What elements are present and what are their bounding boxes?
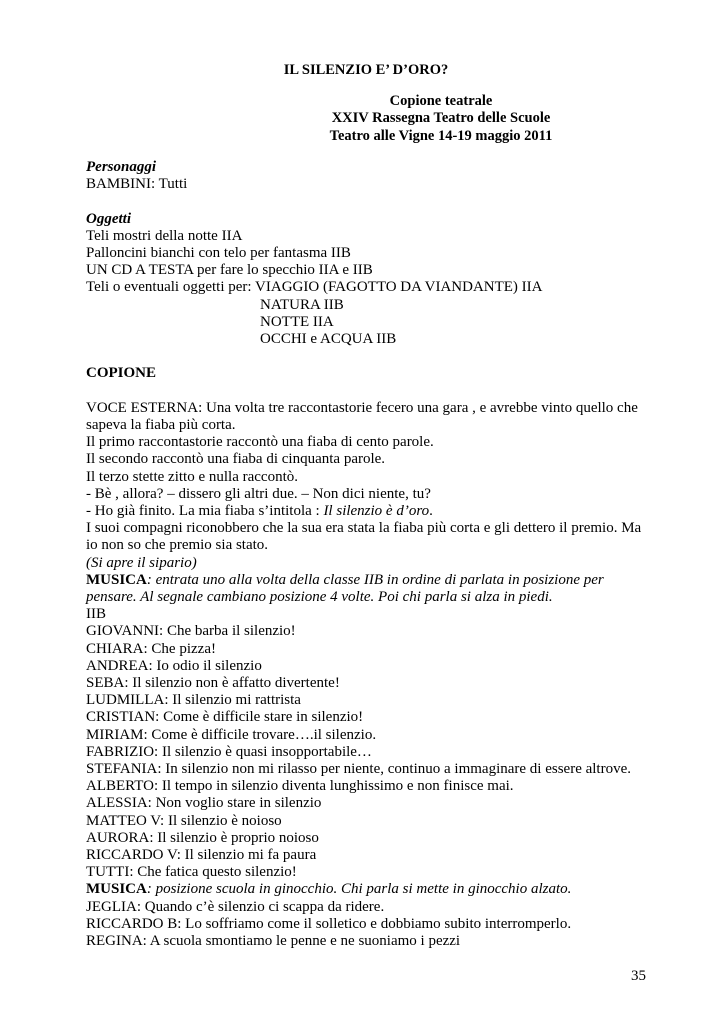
musica-text: : entrata uno alla volta della classe IIB in ordine di parlata in posizione per bbox=[146, 571, 604, 588]
musica-label: MUSICA bbox=[86, 881, 147, 898]
oggetti-line: Palloncini bianchi con telo per fantasma IIB bbox=[86, 245, 351, 261]
stage-direction: (Si apre il sipario) bbox=[86, 554, 197, 571]
dialogue-line: RICCARDO V: Il silenzio mi fa paura bbox=[86, 847, 317, 864]
script-line: Il secondo raccontò una fiaba di cinquanta parole. bbox=[86, 451, 386, 468]
fiaba-title: Il silenzio è d’oro bbox=[323, 503, 430, 520]
musica-text: : posizione scuola in ginocchio. Chi parla si mette in ginocchio alzato. bbox=[146, 881, 572, 898]
dialogue-line: LUDMILLA: Il silenzio mi rattrista bbox=[86, 692, 301, 709]
dialogue-line: CRISTIAN: Come è difficile stare in silenzio! bbox=[86, 709, 364, 726]
script-line: sapeva la fiaba più corta. bbox=[86, 417, 236, 433]
dialogue-line: ALBERTO: Il tempo in silenzio diventa lunghissimo e non finisce mai. bbox=[86, 778, 514, 795]
script-line: Il terzo stette zitto e nulla raccontò. bbox=[86, 468, 298, 485]
dialogue-line: ALESSIA: Non voglio stare in silenzio bbox=[86, 795, 322, 812]
personaggi-section bbox=[86, 159, 646, 950]
oggetti-heading: Oggetti bbox=[86, 210, 131, 227]
oggetti-indented-line: NATURA IIB bbox=[260, 296, 344, 313]
oggetti-indented-line: OCCHI e ACQUA IIB bbox=[260, 331, 397, 348]
script-line: Il primo raccontastorie raccontò una fiaba di cento parole. bbox=[86, 434, 434, 451]
subtitle-rassegna: XXIV Rassegna Teatro delle Scuole bbox=[331, 110, 551, 126]
dialogue-line: MATTEO V: Il silenzio è noioso bbox=[86, 812, 282, 829]
script-line: io non so che premio sia stato. bbox=[86, 537, 269, 554]
oggetti-indented-line: NOTTE IIA bbox=[260, 313, 334, 330]
dialogue-line: CHIARA: Che pizza! bbox=[86, 640, 216, 657]
dialogue-line: SEBA: Il silenzio non è affatto divertente! bbox=[86, 675, 340, 692]
script-line: I suoi compagni riconobbero che la sua era stata la fiaba più corta e gli dettero il premio. Ma bbox=[86, 520, 642, 537]
document-title: IL SILENZIO E’ D’ORO? bbox=[283, 62, 449, 78]
dialogue-line: STEFANIA: In silenzio non mi rilasso per niente, continuo a immaginare di essere altrove. bbox=[86, 761, 632, 778]
dialogue-line: MIRIAM: Come è difficile trovare….il silenzio. bbox=[86, 726, 377, 743]
page-number: 35 bbox=[631, 968, 646, 984]
personaggi-line: BAMBINI: Tutti bbox=[86, 176, 188, 193]
dialogue-line: IIB bbox=[86, 606, 106, 623]
oggetti-line: Teli mostri della notte IIA bbox=[86, 227, 243, 244]
musica-label: MUSICA bbox=[86, 571, 147, 588]
dialogue-line: GIOVANNI: Che barba il silenzio! bbox=[86, 623, 296, 640]
finito-period: . bbox=[429, 503, 433, 520]
dialogue-line: JEGLIA: Quando c’è silenzio ci scappa da ridere. bbox=[86, 898, 385, 915]
dialogue-line: ANDREA: Io odio il silenzio bbox=[86, 657, 262, 674]
dialogue-line: REGINA: A scuola smontiamo le penne e ne suoniamo i pezzi bbox=[86, 933, 461, 950]
finito-text: - Ho già finito. La mia fiaba s’intitola : bbox=[86, 503, 324, 520]
copione-heading: COPIONE bbox=[86, 365, 157, 382]
oggetti-line: UN CD A TESTA per fare lo specchio IIA e IIB bbox=[86, 262, 373, 279]
subtitle-copione: Copione teatrale bbox=[389, 92, 493, 109]
script-line: VOCE ESTERNA: Una volta tre raccontastorie fecero una gara , e avrebbe vinto quello che bbox=[86, 399, 638, 416]
stage-direction: pensare. Al segnale cambiano posizione 4 volte. Poi chi parla si alza in piedi. bbox=[86, 589, 553, 606]
dialogue-line: AURORA: Il silenzio è proprio noioso bbox=[86, 829, 319, 846]
personaggi-heading: Personaggi bbox=[86, 159, 157, 175]
stage-direction bbox=[86, 881, 646, 898]
dialogue-line: TUTTI: Che fatica questo silenzio! bbox=[86, 864, 297, 881]
dialogue-line: FABRIZIO: Il silenzio è quasi insopportabile… bbox=[86, 743, 372, 760]
document-page bbox=[86, 62, 646, 950]
script-line: - Bè , allora? – dissero gli altri due. – Non dici niente, tu? bbox=[86, 485, 431, 502]
subtitle-teatro: Teatro alle Vigne 14-19 maggio 2011 bbox=[329, 127, 553, 144]
oggetti-line: Teli o eventuali oggetti per: VIAGGIO (FAGOTTO DA VIANDANTE) IIA bbox=[86, 279, 543, 296]
script-line bbox=[86, 503, 646, 520]
stage-direction bbox=[86, 572, 646, 589]
dialogue-line: RICCARDO B: Lo soffriamo come il solletico e dobbiamo subito interromperlo. bbox=[86, 915, 572, 932]
